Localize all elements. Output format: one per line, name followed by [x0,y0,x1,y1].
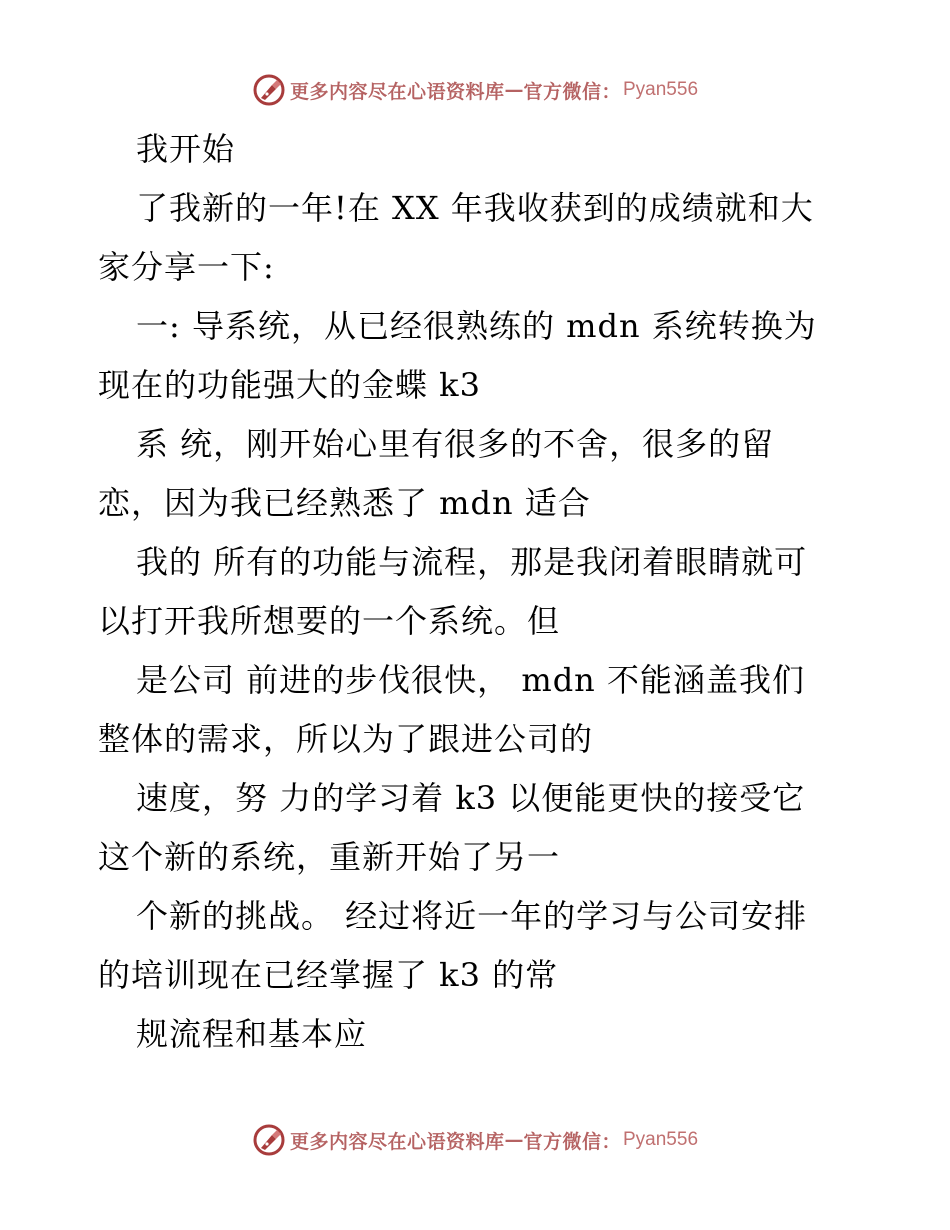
body-line: 的培训现在已经掌握了 k3 的常 [98,956,559,994]
body-line: 规流程和基本应 [136,1015,368,1053]
body-line: 恋，因为我已经熟悉了 mdn 适合 [98,484,591,522]
banner-wechat-label: 官方微信： [523,1130,621,1153]
body-line: 以打开我所想要的一个系统。但 [98,602,561,640]
pen-nib-logo-icon [252,1123,286,1157]
document-body [98,120,838,1064]
banner-wechat-label: 官方微信： [523,80,621,103]
banner-promo-text: 更多内容尽在心语资料库 [289,80,505,103]
banner-wechat-account: Pyan556 [623,79,699,100]
body-line: 速度，努 力的学习着 k3 以便能更快的接受它 [136,779,806,817]
body-line: 一: 导系统，从已经很熟练的 mdn 系统转换为 [136,307,817,345]
banner-wechat-account: Pyan556 [623,1129,699,1150]
banner-separator: — [504,1129,524,1151]
footer-banner [0,1120,950,1160]
body-line: 我的 所有的功能与流程，那是我闭着眼睛就可 [136,543,808,581]
body-line: 这个新的系统，重新开始了另一 [98,838,561,876]
pen-nib-logo-icon [252,73,286,107]
banner-separator: — [504,79,524,101]
banner-promo-text: 更多内容尽在心语资料库 [289,1130,505,1153]
body-line: 家分享一下: [98,248,275,286]
body-line: 我开始 [136,130,236,168]
body-line: 个新的挑战。 经过将近一年的学习与公司安排 [136,897,808,935]
body-line: 了我新的一年!在 XX 年我收获到的成绩就和大 [136,189,814,227]
body-line: 系 统，刚开始心里有很多的不舍，很多的留 [136,425,775,463]
body-line: 是公司 前进的步伐很快， mdn 不能涵盖我们 [136,661,805,699]
body-line: 现在的功能强大的金蝶 k3 [98,366,481,404]
body-line: 整体的需求，所以为了跟进公司的 [98,720,594,758]
header-banner [0,70,950,110]
